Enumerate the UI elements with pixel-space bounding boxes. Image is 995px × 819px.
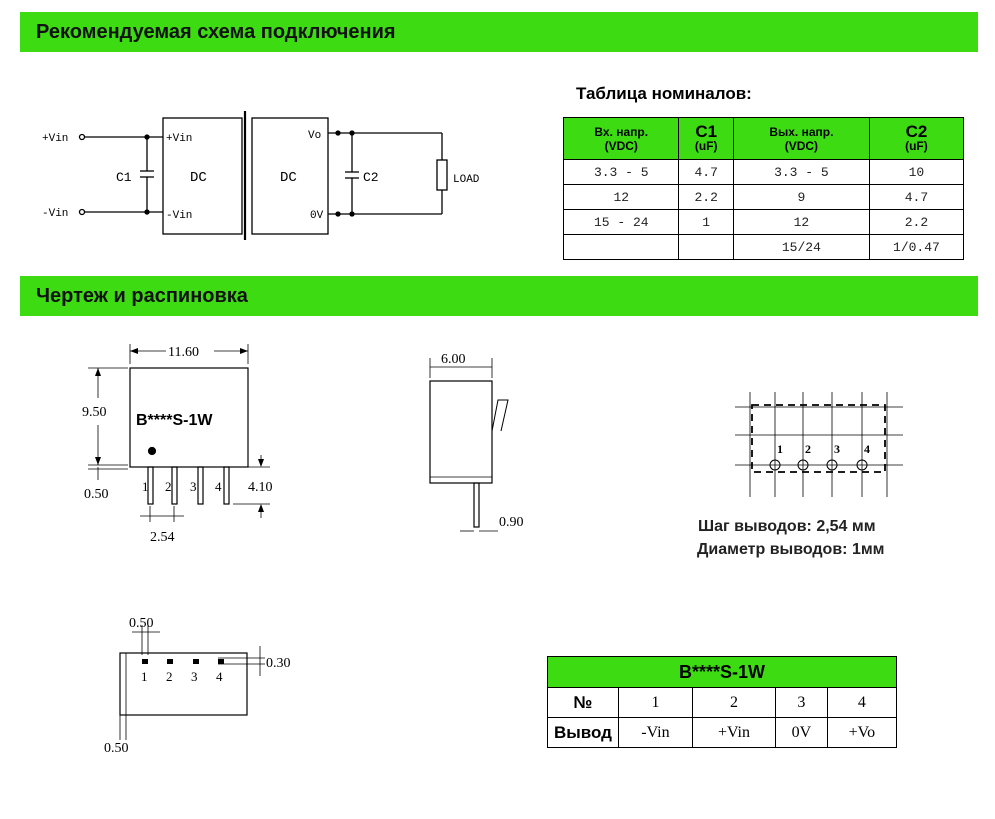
pin-3 [198, 467, 203, 504]
dc-pin-vo: Vo [308, 130, 322, 142]
pin-1 [148, 467, 153, 504]
bottom-pin-1 [142, 659, 148, 664]
bottom-pin-num-4: 4 [216, 669, 223, 684]
pinout-table [547, 656, 897, 748]
dim-height-label: 9.50 [82, 405, 107, 420]
pin-function: 0V [776, 718, 828, 748]
dc-pin-plus-vin: +Vin [166, 133, 193, 145]
pin-number-header: № [548, 688, 619, 718]
c2-label: C2 [363, 170, 379, 185]
bottom-pin-marks [142, 659, 224, 664]
connection-schematic [80, 111, 448, 240]
load-resistor [437, 160, 447, 190]
load-label: LOAD [453, 174, 480, 186]
side-pin [474, 483, 479, 527]
footprint-num-1: 1 [777, 442, 783, 456]
pin-pitch-note: Шаг выводов: 2,54 мм [698, 518, 876, 535]
ratings-header-row [564, 118, 964, 160]
table-cell [679, 235, 733, 260]
bottom-pin-3 [193, 659, 199, 664]
front-view-drawing [88, 344, 270, 522]
side-view-drawing [430, 358, 508, 531]
pin-function: +Vo [827, 718, 896, 748]
ratings-table-title: Таблица номиналов: [576, 84, 752, 103]
table-cell: 10 [869, 160, 963, 185]
pin-number: 1 [619, 688, 693, 718]
pin-number: 3 [776, 688, 828, 718]
table-cell: 3.3 - 5 [564, 160, 679, 185]
module-body-side [430, 381, 492, 483]
dim-pin-dia-label: 0.90 [499, 515, 524, 530]
schematic-section-banner: Рекомендуемая схема подключения [20, 12, 978, 52]
dim-width-label: 11.60 [168, 345, 199, 360]
dc-pin-0v: 0V [310, 210, 324, 222]
pin-function: +Vin [692, 718, 775, 748]
table-row [564, 235, 964, 260]
plus-vin-terminal [80, 135, 85, 140]
dim-bottom-edge-label: 0.50 [104, 741, 129, 756]
bottom-pin-num-3: 3 [191, 669, 198, 684]
header-output-voltage: Вых. напр. (VDC) [733, 118, 869, 160]
header-input-voltage: Вх. напр. (VDC) [564, 118, 679, 160]
footprint-outline [752, 405, 885, 472]
bottom-pin-2 [167, 659, 173, 664]
front-pin-num-2: 2 [165, 479, 172, 494]
pin1-marker [149, 448, 156, 455]
minus-vin-label: -Vin [42, 208, 69, 220]
module-body-bottom [120, 653, 247, 715]
dim-pin-length-label: 4.10 [248, 480, 273, 495]
dim-side-width-label: 6.00 [441, 352, 466, 367]
table-cell: 2.2 [869, 210, 963, 235]
dim-pitch-label: 2.54 [150, 530, 175, 545]
table-cell: 15/24 [733, 235, 869, 260]
dc-right-label: DC [280, 170, 297, 186]
front-pin-num-3: 3 [190, 479, 197, 494]
table-row [564, 185, 964, 210]
dc-left-label: DC [190, 170, 207, 186]
table-cell: 4.7 [679, 160, 733, 185]
table-cell: 1 [679, 210, 733, 235]
bottom-pin-4 [218, 659, 224, 664]
pcb-footprint-grid [735, 392, 903, 497]
pin-number: 2 [692, 688, 775, 718]
table-cell: 2.2 [679, 185, 733, 210]
minus-vin-terminal [80, 210, 85, 215]
front-pin-num-4: 4 [215, 479, 222, 494]
bottom-pin-num-1: 1 [141, 669, 148, 684]
pin-number: 4 [827, 688, 896, 718]
pin-function: -Vin [619, 718, 693, 748]
pinout-function-row [548, 718, 897, 748]
table-cell [564, 235, 679, 260]
header-c2: C2 (uF) [869, 118, 963, 160]
table-cell: 12 [733, 210, 869, 235]
dim-bottom-offset-label: 0.50 [129, 616, 154, 631]
table-cell: 9 [733, 185, 869, 210]
pin-4 [224, 467, 229, 504]
dim-offset-label: 0.50 [84, 487, 109, 502]
dc-pin-minus-vin: -Vin [166, 210, 193, 222]
bottom-pin-num-2: 2 [166, 669, 173, 684]
footprint-num-4: 4 [864, 442, 870, 456]
table-cell: 4.7 [869, 185, 963, 210]
footprint-num-2: 2 [805, 442, 811, 456]
table-row [564, 210, 964, 235]
ratings-table [563, 117, 964, 260]
front-pin-num-1: 1 [142, 479, 149, 494]
c1-label: C1 [116, 170, 132, 185]
pin-diameter-note: Диаметр выводов: 1мм [697, 541, 885, 558]
pinout-number-row [548, 688, 897, 718]
pin-2 [172, 467, 177, 504]
table-cell: 12 [564, 185, 679, 210]
header-c1: C1 (uF) [679, 118, 733, 160]
footprint-num-3: 3 [834, 442, 840, 456]
pin-function-header: Вывод [548, 718, 619, 748]
plus-vin-label: +Vin [42, 133, 69, 145]
pinout-title: B****S-1W [548, 657, 897, 688]
dim-pin-thick-label: 0.30 [266, 656, 291, 671]
table-cell: 1/0.47 [869, 235, 963, 260]
table-cell: 3.3 - 5 [733, 160, 869, 185]
table-cell: 15 - 24 [564, 210, 679, 235]
module-part-label: B****S-1W [136, 412, 213, 429]
table-row [564, 160, 964, 185]
drawing-section-banner: Чертеж и распиновка [20, 276, 978, 316]
